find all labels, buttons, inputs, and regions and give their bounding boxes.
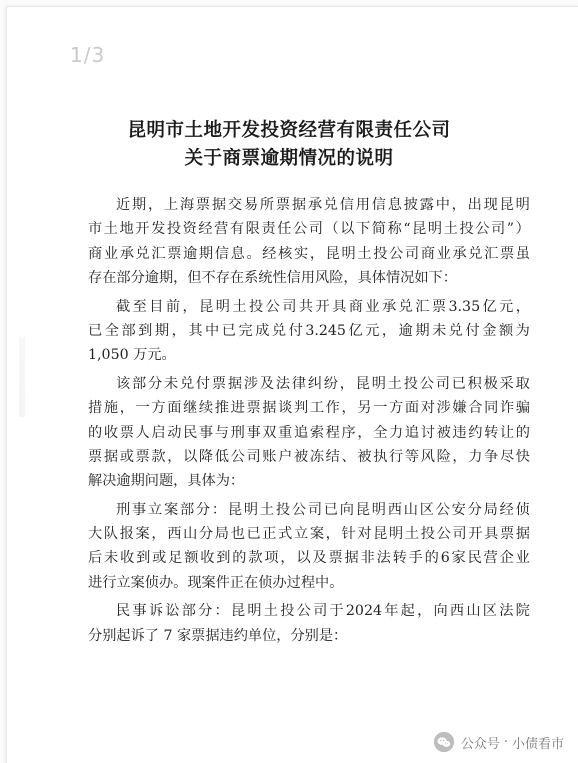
watermark-account: 小债看市 [511,736,564,752]
text-line: 民 事 诉 讼 部 分 ： 昆 明 土 投 公 司 于 2024 年 起 ， 向 西 山 区 法 院 [116,603,530,620]
watermark-separator: · [503,734,508,750]
page-indicator: 1/3 [70,43,106,67]
text-line: 近 期 ， 上 海 票 据 交 易 所 票 据 承 兑 信 用 信 息 披 露 中 ， 出 现 昆 明 [116,197,530,213]
text-line: 截 至 目 前 ， 昆 明 土 投 公 司 共 开 具 商 业 承 兑 汇 票 3.35 亿 元 ， [116,298,530,315]
text-line: 1,050 万元。 [88,347,176,364]
text-line: 已 全 部 到 期 ， 其 中 已 完 成 兑 付 3.245 亿 元 ， 逾 期 未 兑 付 金 额 为 [88,322,530,339]
text-line: 票 据 或 票 款 ， 以 降 低 公 司 账 户 被 冻 结 、 被 执 行 等 风 险 ， 力 争 尽 快 [88,448,530,465]
text-line: 市 土 地 开 发 投 资 经 营 有 限 责 任 公 司 （ 以 下 简 称 “ 昆 明 土 投 公 司 ” ） [88,221,530,238]
text-line: 的 收 票 人 启 动 民 事 与 刑 事 双 重 追 索 程 序 ， 全 力 追 讨 被 违 约 转 让 的 [88,424,530,441]
document-title-line-2: 关于商票逾期情况的说明 [184,148,394,169]
document-body [88,193,530,648]
text-line: 刑 事 立 案 部 分 ： 昆 明 土 投 公 司 已 向 昆 明 西 山 区 公 安 分 局 经 侦 [116,501,530,518]
text-line: 存在部分逾期，但不存在系统性信用风险，具体情况如下： [88,270,457,287]
watermark-channel: 公众号 [460,736,500,752]
text-line: 商 业 承 兑 汇 票 逾 期 信 息 。 经 核 实 ， 昆 明 土 投 公 司 商 业 承 兑 汇 票 虽 [88,245,530,262]
paragraph [88,193,530,291]
paragraph [88,498,530,596]
text-line: 措 施 ， 一 方 面 继 续 推 进 票 据 谈 判 工 作 ， 另 一 方 面 对 涉 嫌 合 同 诈 骗 [88,400,530,417]
document-title-line-1: 昆明市土地开发投资经营有限责任公司 [127,120,451,141]
binding-shadow [19,337,25,417]
paragraph [88,599,530,648]
wechat-icon [433,731,455,753]
text-line: 进行立案侦办。现案件正在侦办过程中。 [88,574,344,591]
paragraph [88,372,530,494]
text-line: 大 队 报 案 ， 西 山 分 局 也 已 正 式 立 案 ， 针 对 昆 明 土 投 公 司 开 具 票 据 [88,526,530,543]
text-line: 分别起诉了 7 家票据违约单位，分别是： [88,627,348,644]
wechat-watermark [433,731,564,753]
text-line: 该 部 分 未 兑 付 票 据 涉 及 法 律 纠 纷 ， 昆 明 土 投 公 司 已 积 极 采 取 [116,375,530,392]
text-line: 后 未 收 到 或 足 额 收 到 的 款 项 ， 以 及 票 据 非 法 转 手 的 6 家 民 营 企 业 [88,550,530,567]
text-line: 解决逾期问题，具体为： [88,473,245,490]
paragraph [88,295,530,368]
